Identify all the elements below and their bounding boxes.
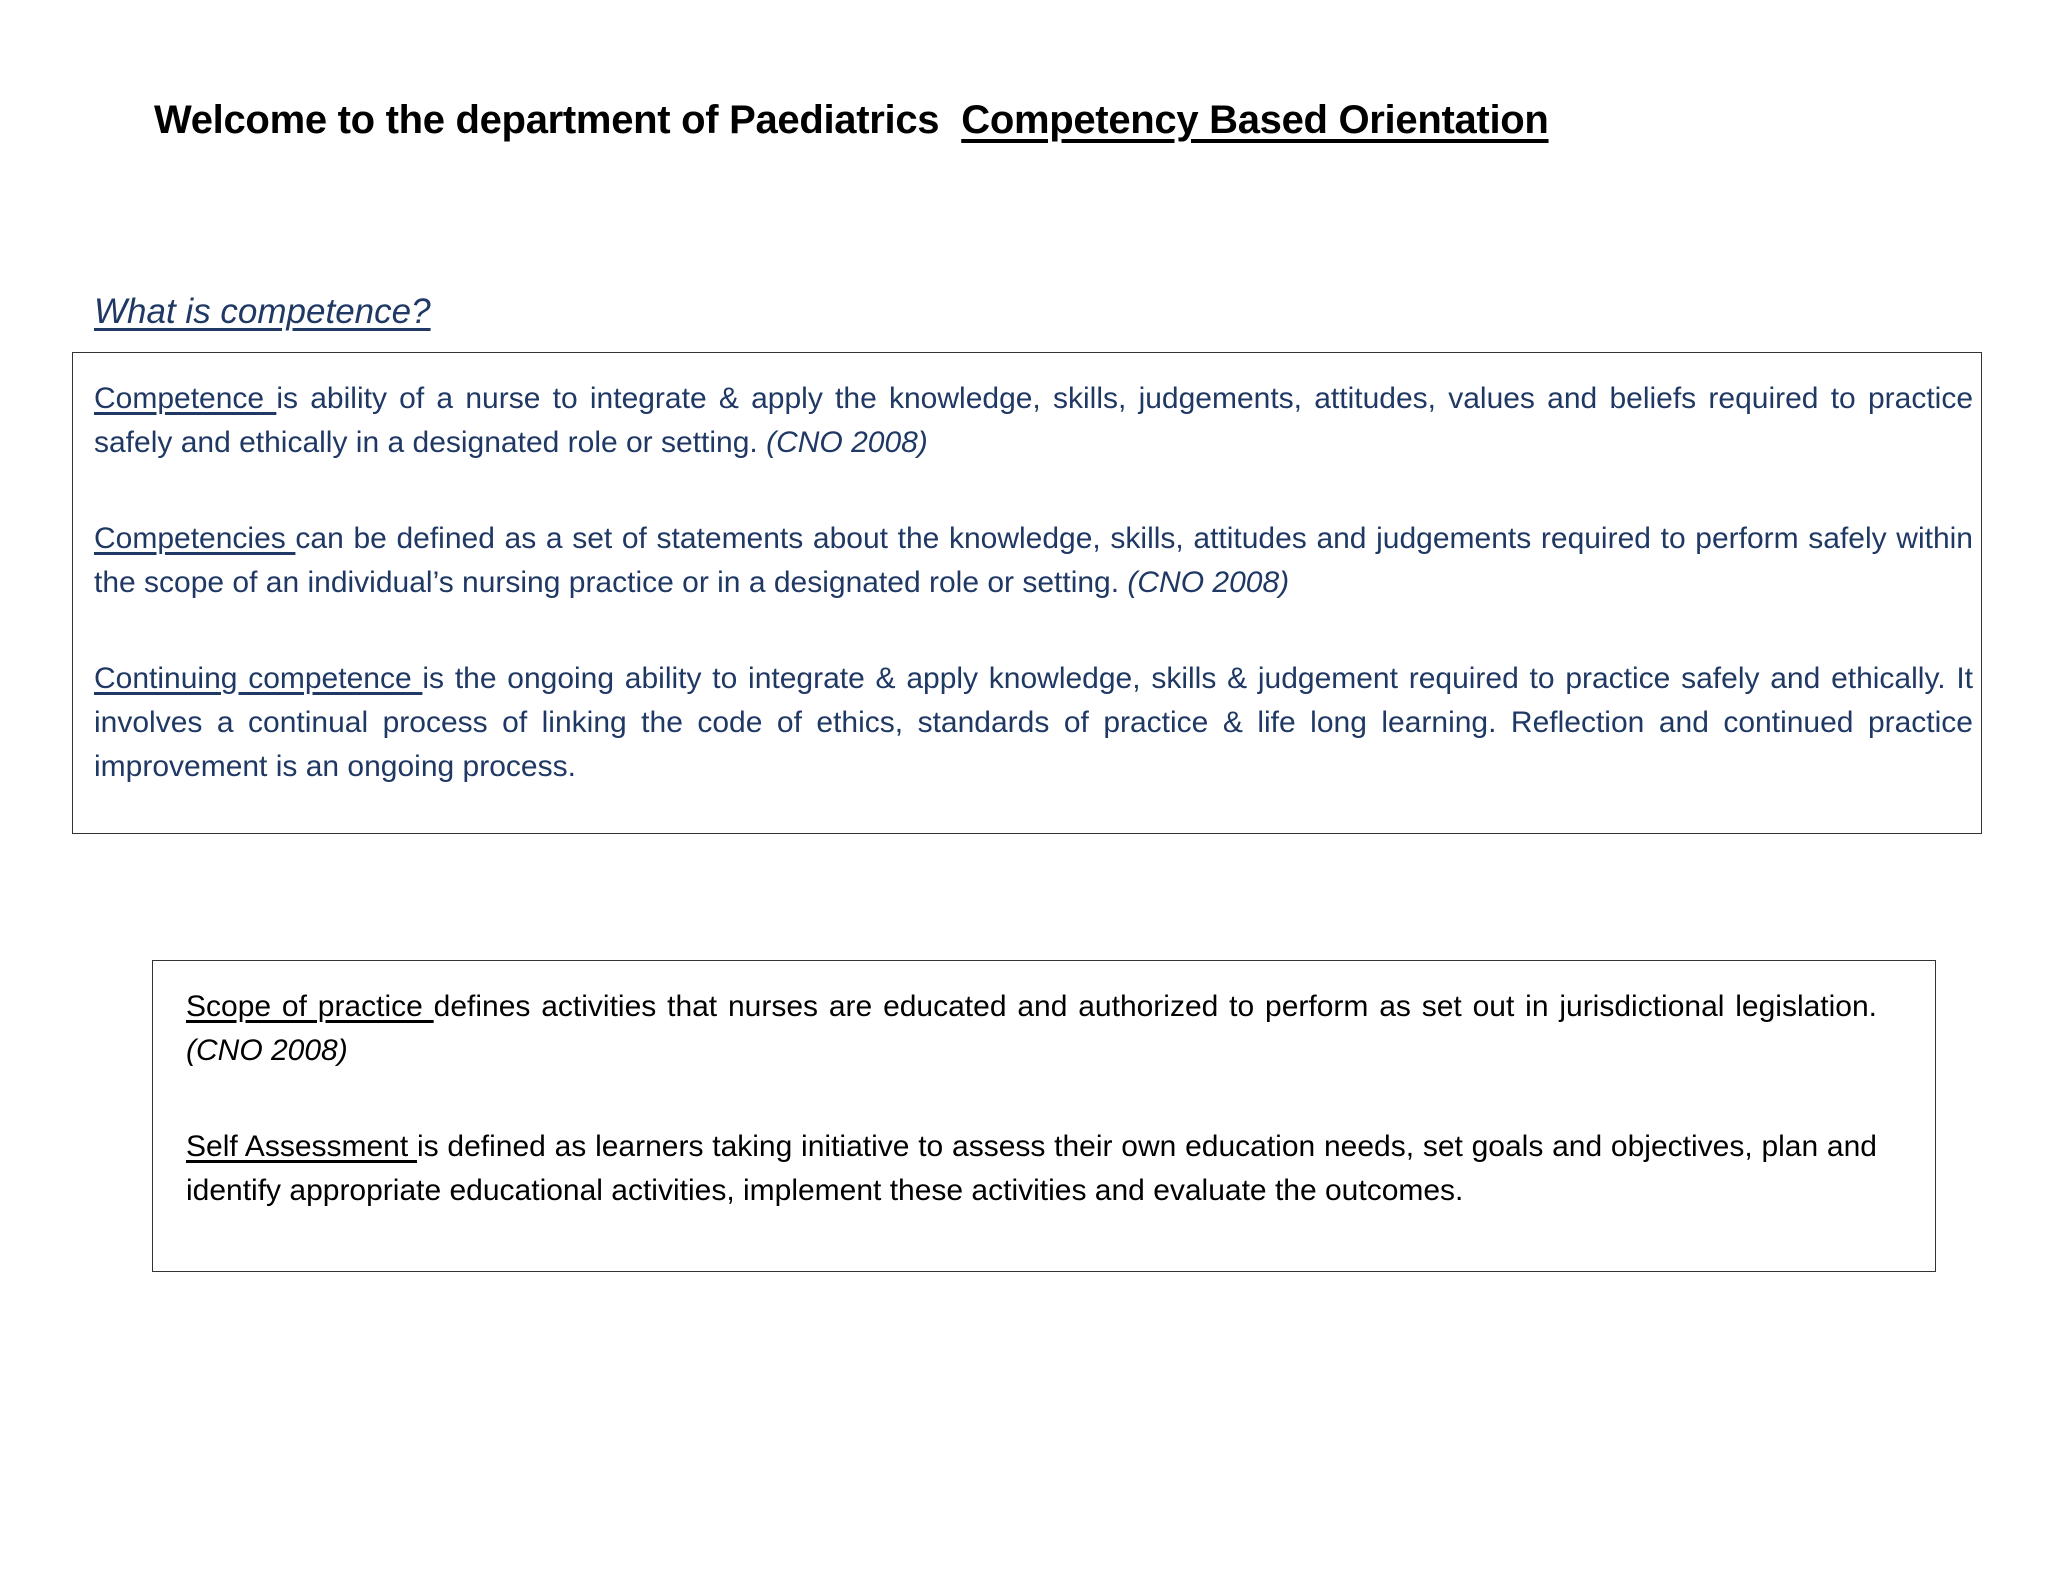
definition-competence xyxy=(94,377,1973,465)
definition-scope-of-practice xyxy=(186,985,1877,1073)
page-title xyxy=(154,98,1549,143)
definition-text: is ability of a nurse to integrate & apply the knowledge, skills, judgements, attitudes, values and beliefs required to practice safely and ethically in a designated role or setting. xyxy=(94,382,1974,459)
definition-term: Competence xyxy=(94,382,277,415)
definition-citation: (CNO 2008) xyxy=(766,426,928,459)
definition-citation: (CNO 2008) xyxy=(1127,566,1290,599)
definition-text: is the ongoing ability to integrate & apply knowledge, skills & judgement required to practice safely and ethically. It involves a continual process of linking the code of ethics, standards of practice & life long learning. Reflection and continued practice improvement is an ongoing process. xyxy=(94,662,1973,783)
title-lead: Welcome to the department of Paediatrics xyxy=(154,98,940,142)
section-heading: What is competence? xyxy=(94,292,431,331)
title-emphasis: Competency Based Orientation xyxy=(961,98,1549,142)
definition-continuing-competence xyxy=(94,657,1973,789)
definition-text: is defined as learners taking initiative to assess their own education needs, set goals and objectives, plan and identify appropriate educational activities, implement these activities and evaluate the outcomes. xyxy=(186,1130,1877,1207)
definition-term: Continuing competence xyxy=(94,662,423,695)
definition-self-assessment xyxy=(186,1125,1877,1213)
definitions-box xyxy=(72,352,1982,834)
definition-term: Self Assessment xyxy=(186,1130,417,1163)
definition-text: defines activities that nurses are educated and authorized to perform as set out in jurisdictional legislation. xyxy=(433,990,1878,1023)
scope-box xyxy=(152,960,1936,1272)
definition-term: Scope of practice xyxy=(186,990,434,1023)
definition-text: can be defined as a set of statements about the knowledge, skills, attitudes and judgements required to perform safely within the scope of an individual’s nursing practice or in a designated role or setting. xyxy=(94,522,1973,599)
definition-citation: (CNO 2008) xyxy=(186,1034,348,1067)
definition-term: Competencies xyxy=(94,522,296,555)
definition-competencies xyxy=(94,517,1973,605)
